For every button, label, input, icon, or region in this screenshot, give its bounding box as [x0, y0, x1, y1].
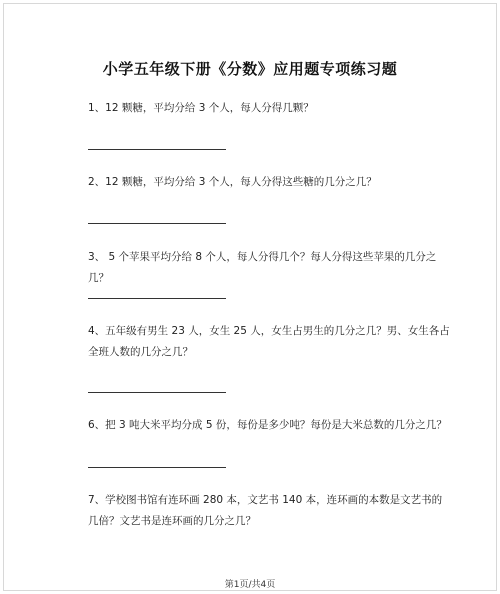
page-title: 小学五年级下册《分数》应用题专项练习题	[102, 60, 398, 78]
answer-line-4	[88, 392, 226, 393]
answer-line-6	[88, 467, 226, 468]
question-6: 6、把 3 吨大米平均分成 5 份，每份是多少吨？每份是大米总数的几分之几？	[88, 419, 447, 431]
question-3: 3、 5 个苹果平均分给 8 个人，每人分得几个？每人分得这些苹果的几分之几？	[88, 251, 437, 284]
question-1: 1、12 颗糖，平均分给 3 个人，每人分得几颗？	[88, 102, 314, 114]
page-footer: 第1页/共4页	[224, 580, 276, 590]
question-4: 4、五年级有男生 23 人，女生 25 人，女生占男生的几分之几？男、女生各占全班人数的几分之几？	[88, 325, 450, 358]
answer-line-3	[88, 298, 226, 299]
question-7: 7、学校图书馆有连环画 280 本，文艺书 140 本，连环画的本数是文艺书的几倍？文艺书是连环画的几分之几？	[88, 494, 443, 527]
question-2: 2、12 颗糖，平均分给 3 个人，每人分得这些糖的几分之几？	[88, 176, 377, 188]
answer-line-2	[88, 223, 226, 224]
answer-line-1	[88, 149, 226, 150]
